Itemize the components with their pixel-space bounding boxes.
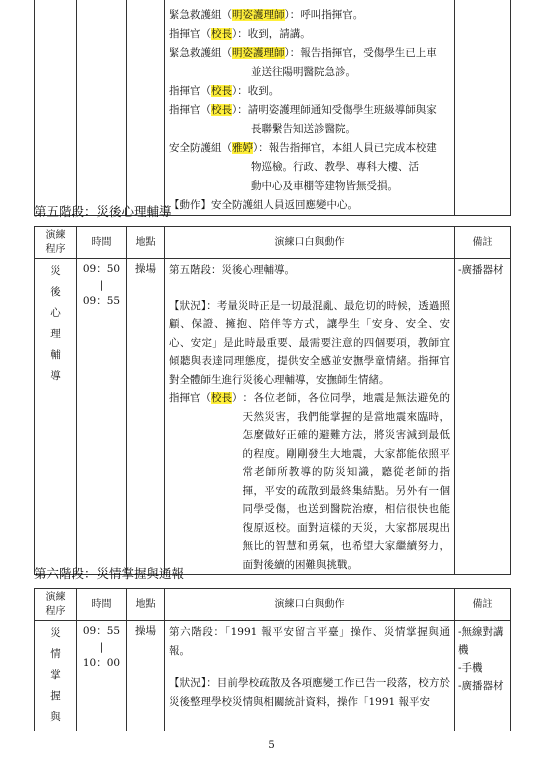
header-note: 備註 <box>455 589 511 621</box>
note-cell <box>455 259 511 575</box>
dialogue-line <box>169 158 450 177</box>
situation-paragraph <box>169 674 450 711</box>
dialogue-line <box>169 139 450 158</box>
note-text: -廣播器材 <box>458 264 504 276</box>
speaker-highlight: 校長 <box>211 85 232 97</box>
location-text: 操場 <box>135 263 156 275</box>
dialogue-line <box>169 63 450 82</box>
program-char: 與 <box>50 711 61 723</box>
speaker-prefix: 安全防護組（ <box>169 142 232 154</box>
section6-table <box>34 588 511 731</box>
speaker-prefix: 指揮官（ <box>169 392 211 404</box>
speaker-prefix: 緊急救護組（ <box>169 9 232 21</box>
program-char: 災 <box>50 627 61 639</box>
situation-label: 【狀況】 <box>169 677 207 689</box>
dialogue-line <box>169 196 450 215</box>
dialogue-line <box>169 82 450 101</box>
program-char: 後 <box>50 286 61 298</box>
dialogue-cell <box>165 259 455 575</box>
time-end: 10：00 <box>82 657 121 669</box>
dialogue-cell <box>165 621 455 731</box>
program-cell <box>35 0 77 216</box>
dialogue-continuation: 並送往陽明醫院急診。 <box>251 66 356 78</box>
situation-text: ：考量災時正是一切最混亂、最危切的時候，透過照顧、保證、擁抱、陪伴等方式，讓學生「安身、安全、安心、安定」是此時最重要、最需要注意的四個要項，教師宜傾聽與表達同理態度，提供安全感並安撫學童情緒。指揮官對全體師生進行災後心理輔導，安撫師生情緒。 <box>169 299 451 386</box>
stage-line: 第六階段：「1991 報平安留言平臺」操作、災情掌握與通報。 <box>169 626 450 657</box>
speaker-prefix: 指揮官（ <box>169 104 211 116</box>
program-char: 掌 <box>50 669 61 681</box>
header-dialogue: 演練口白與動作 <box>165 589 455 621</box>
speaker-prefix: 緊急救護組（ <box>169 47 232 59</box>
program-char: 心 <box>50 307 61 319</box>
speaker-highlight: 雅婷 <box>232 142 253 154</box>
program-cell <box>35 621 77 731</box>
program-char: 情 <box>50 648 61 660</box>
time-separator: | <box>99 641 104 653</box>
speaker-prefix: 指揮官（ <box>169 28 211 40</box>
note-cell <box>455 621 511 731</box>
note-text: -無線對講機 <box>458 626 504 656</box>
header-note: 備註 <box>455 227 511 259</box>
program-char: 災 <box>50 265 61 277</box>
location-text: 操場 <box>135 625 156 637</box>
speaker-suffix: ） <box>232 392 243 404</box>
situation-label: 【狀況】 <box>169 299 207 312</box>
commander-speech <box>169 389 450 574</box>
speaker-text: ）：報告指揮官，本組人員已完成本校建 <box>253 142 437 154</box>
dialogue-continuation: 動中心及車棚等建物皆無受損。 <box>251 180 398 192</box>
time-cell <box>77 259 127 575</box>
dialogue-continuation: 物巡檢。行政、教學、專科大樓、活 <box>251 161 419 173</box>
speaker-highlight: 校長 <box>211 104 232 116</box>
location-cell <box>127 259 165 575</box>
section6-title: 第六階段：災情掌握與通報 <box>34 566 185 581</box>
time-cell <box>77 621 127 731</box>
dialogue-line <box>169 25 450 44</box>
situation-paragraph <box>169 297 450 390</box>
dialogue-line <box>169 120 450 139</box>
header-program: 演練 程序 <box>35 227 77 259</box>
page-number: 5 <box>268 740 275 751</box>
time-start: 09：55 <box>82 625 121 637</box>
situation-text: ：目前學校疏散及各項應變工作已告一段落，校方於災後整理學校災情與相關統計資料，操作「1991 報平安 <box>169 677 451 708</box>
stage-line: 第五階段：災後心理輔導。 <box>169 264 295 276</box>
program-char: 理 <box>50 328 61 340</box>
header-location: 地點 <box>127 589 165 621</box>
time-separator: | <box>99 279 104 291</box>
dialogue-line <box>169 44 450 63</box>
header-dialogue: 演練口白與動作 <box>165 227 455 259</box>
commander-text: ：各位老師，各位同學，地震是無法避免的天然災害，我們能掌握的是當地震來臨時，怎麼做好正確的避難方法，將災害減到最低的程度。剛剛發生大地震，大家都能依照平常老師所教導的防災知識，聽從老師的指揮，平安的疏散到最終集結點。另外有一個同學受傷，也送到醫院治療，相信很快也能復原返校。面對這樣的天災，大家都展現出無比的智慧和勇氣，也希望大家繼續努力，面對後續的困難與挑戰。 <box>242 392 450 571</box>
location-cell <box>127 621 165 731</box>
header-location: 地點 <box>127 227 165 259</box>
program-char: 握 <box>50 690 61 702</box>
speaker-prefix: 【動作】安全防護組人員返回應變中心。 <box>169 199 358 211</box>
speaker-highlight: 校長 <box>211 28 232 40</box>
program-char: 導 <box>50 370 61 382</box>
dialogue-continuation: 長聯繫告知送診醫院。 <box>251 123 356 135</box>
speaker-prefix: 指揮官（ <box>169 85 211 97</box>
header-program: 演練 程序 <box>35 589 77 621</box>
dialogue-line <box>169 6 450 25</box>
speaker-highlight: 明姿護理師 <box>232 47 285 59</box>
speaker-text: ）：收到。 <box>232 85 280 97</box>
speaker-highlight: 明姿護理師 <box>232 9 285 21</box>
location-cell <box>127 0 165 216</box>
header-time: 時間 <box>77 227 127 259</box>
note-cell <box>455 0 511 216</box>
speaker-text: ）：呼叫指揮官。 <box>284 9 364 21</box>
note-text: -廣播器材 <box>458 680 504 692</box>
time-cell <box>77 0 127 216</box>
section5-title: 第五階段：災後心理輔導 <box>34 204 172 219</box>
top-table <box>34 0 511 216</box>
speaker-text: ）：請明姿護理師通知受傷學生班級導師與家 <box>232 104 437 116</box>
note-text: -手機 <box>458 662 483 674</box>
dialogue-line <box>169 101 450 120</box>
section5-table <box>34 226 511 575</box>
header-time: 時間 <box>77 589 127 621</box>
speaker-text: ）：報告指揮官，受傷學生已上車 <box>284 47 437 59</box>
dialogue-line <box>169 177 450 196</box>
time-end: 09：55 <box>82 295 121 307</box>
program-cell <box>35 259 77 575</box>
time-start: 09：50 <box>82 263 121 275</box>
dialogue-cell <box>165 0 455 216</box>
speaker-text: ）：收到，請講。 <box>232 28 311 40</box>
speaker-highlight: 校長 <box>211 392 232 404</box>
program-char: 輔 <box>50 349 61 361</box>
